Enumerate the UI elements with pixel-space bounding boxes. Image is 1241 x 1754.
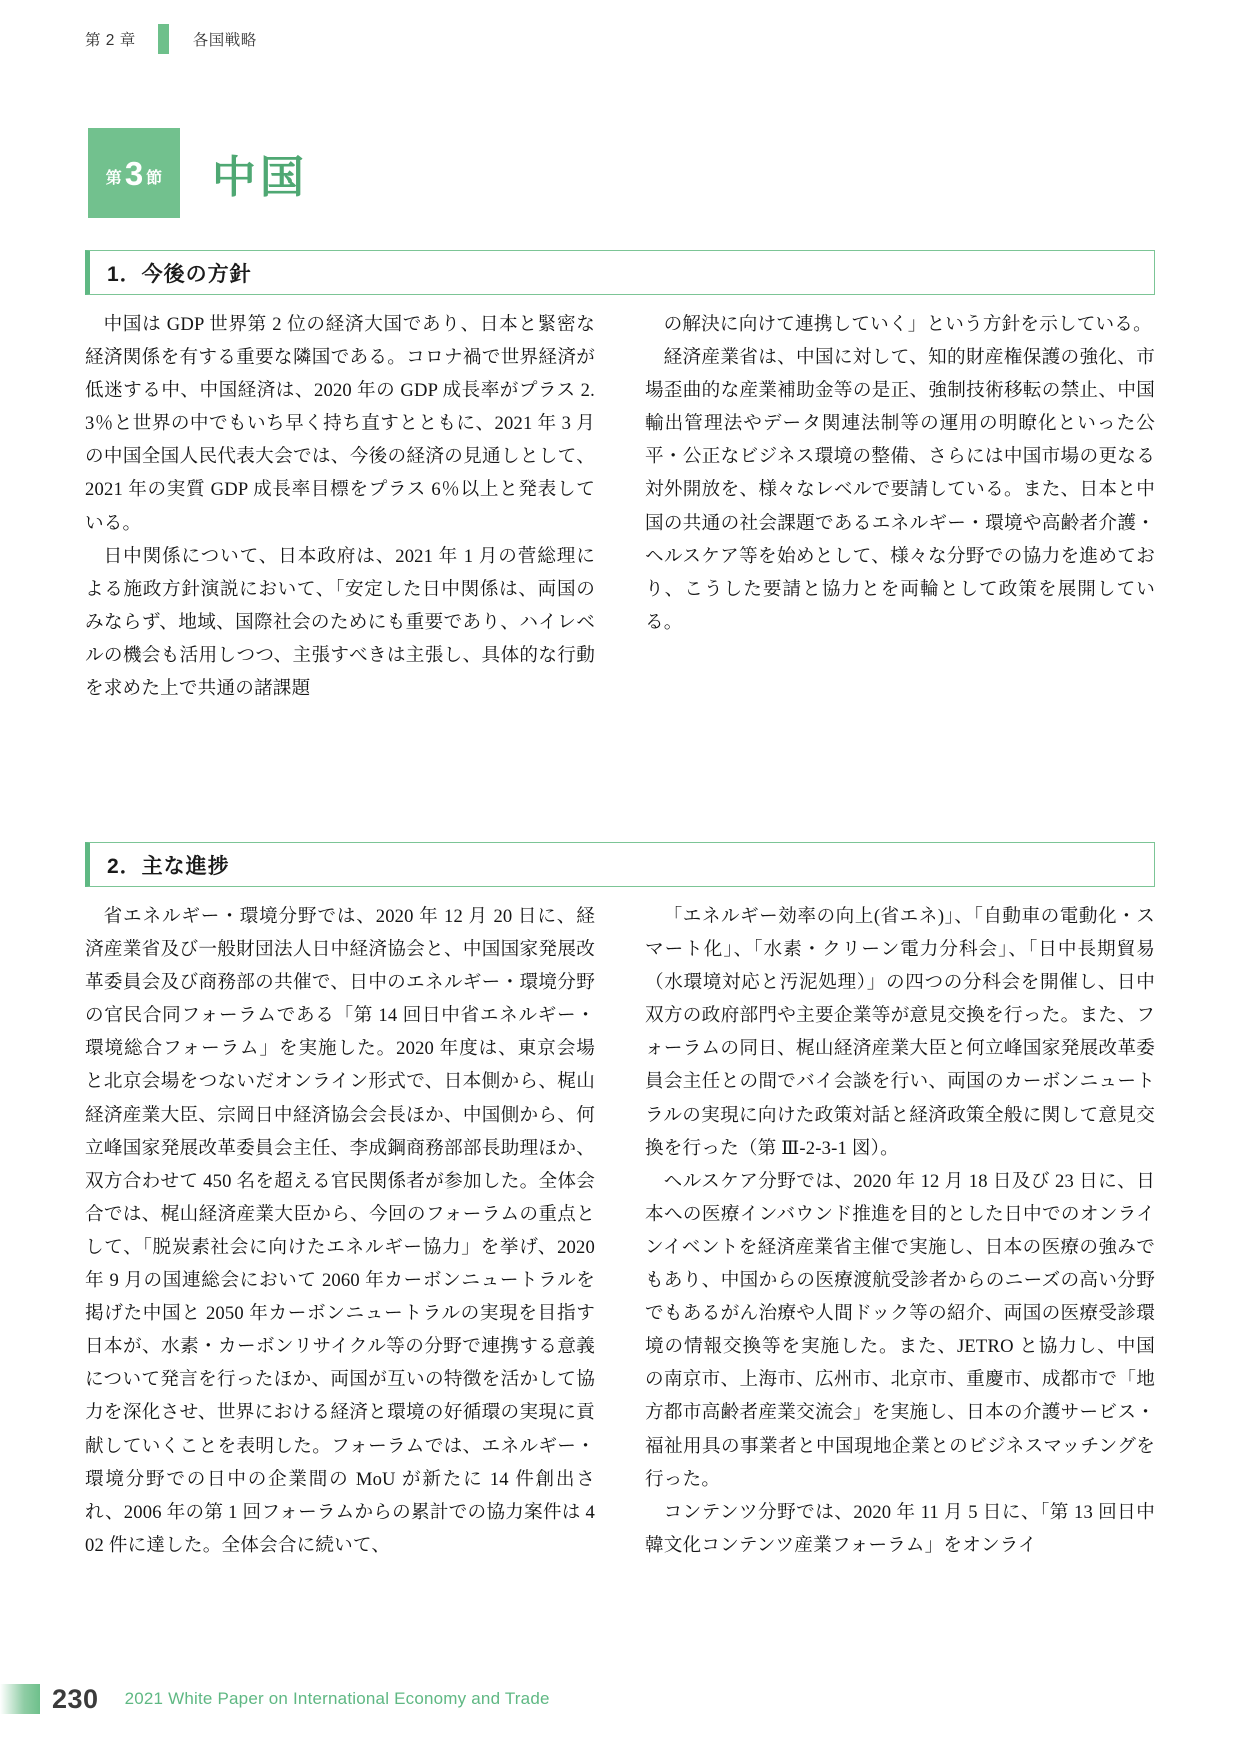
paragraph: 中国は GDP 世界第 2 位の経済大国であり、日本と緊密な経済関係を有する重要な隣国である。コロナ禍で世界経済が低迷する中、中国経済は、2020 年の GDP 成長率がプラス 2.3％と世界の中でもいち早く持ち直すとともに、2021 年 3 月の中国全国人民代表大会では、今後の経済の見通しとして、2021 年の実質 GDP 成長率目標をプラス 6％以上と発表している。 [85, 314, 595, 534]
page-number: 230 [52, 1683, 99, 1714]
subsection-2-left-column [85, 900, 595, 1562]
page-footer [0, 1676, 1241, 1722]
header-divider-rule [158, 24, 169, 54]
subsection-1-left-column [85, 308, 595, 705]
paragraph: 日中関係について、日本政府は、2021 年 1 月の菅総理による施政方針演説において、「安定した日中関係は、両国のみならず、地域、国際社会のためにも重要であり、ハイレベルの機会も活用しつつ、主張すべきは主張し、具体的な行動を求めた上で共通の諸課題 [85, 545, 595, 700]
subsection-1-right-column [645, 308, 1155, 705]
section-title: 中国 [212, 153, 308, 202]
paragraph: 「エネルギー効率の向上(省エネ)」、「自動車の電動化・スマート化」、「水素・クリーン電力分科会」、「日中長期貿易（水環境対応と汚泥処理）」の四つの分科会を開催し、日中双方の政府部門や主要企業等が意見交換を行った。また、フォーラムの同日、梶山経済産業大臣と何立峰国家発展改革委員会主任との間でバイ会談を行い、両国のカーボンニュートラルの実現に向けた政策対話と経済政策全般に関して意見交換を行った（第 Ⅲ-2-3-1 図）。 [645, 906, 1155, 1159]
subsection-1-body [85, 308, 1155, 705]
chapter-number: 第 2 章 [85, 32, 136, 49]
paragraph: ヘルスケア分野では、2020 年 12 月 18 日及び 23 日に、日本への医療インバウンド推進を目的とした日中でのオンラインイベントを経済産業省主催で実施し、日本の医療の強みでもあり、中国からの医療渡航受診者からのニーズの高い分野でもあるがん治療や人間ドック等の紹介、両国の医療受診環境の情報交換等を実施した。また、JETRO と協力し、中国の南京市、上海市、広州市、北京市、重慶市、成都市で「地方都市高齢者産業交流会」を実施し、日本の介護サービス・福祉用具の事業者と中国現地企業とのビジネスマッチングを行った。 [645, 1170, 1155, 1490]
footer-document-title: 2021 White Paper on International Economy and Trade [124, 1689, 550, 1708]
subsection-heading-1-label: 1．今後の方針 [107, 262, 252, 286]
paragraph: の解決に向けて連携していく」という方針を示している。 [663, 314, 1152, 335]
subsection-2-right-column [645, 900, 1155, 1562]
paragraph: コンテンツ分野では、2020 年 11 月 5 日に、「第 13 回日中韓文化コンテンツ産業フォーラム」をオンライ [645, 1501, 1155, 1556]
subsection-2-body [85, 900, 1155, 1562]
section-badge-number: 3 [124, 154, 144, 192]
paragraph: 省エネルギー・環境分野では、2020 年 12 月 20 日に、経済産業省及び一般財団法人日中経済協会と、中国国家発展改革委員会及び商務部の共催で、日中のエネルギー・環境分野の官民合同フォーラムである「第 14 回日中省エネルギー・環境総合フォーラム」を実施した。2020 年度は、東京会場と北京会場をつないだオンライン形式で、日本側から、梶山経済産業大臣、宗岡日中経済協会会長ほか、中国側から、何立峰国家発展改革委員会主任、李成鋼商務部部長助理ほか、双方合わせて 450 名を超える官民関係者が参加した。全体会合では、梶山経済産業大臣から、今回のフォーラムの重点として、「脱炭素社会に向けたエネルギー協力」を挙げ、2020 年 9 月の国連総会において 2060 年カーボンニュートラルを掲げた中国と 2050 年カーボンニュートラルの実現を目指す日本が、水素・カーボンリサイクル等の分野で連携する意義について発言を行ったほか、両国が互いの特徴を活かして協力を深化させ、世界における経済と環境の好循環の実現に貢献していくことを表明した。フォーラムでは、エネルギー・環境分野での日中の企業間の MoU が新たに 14 件創出され、2006 年の第 1 回フォーラムからの累計での協力案件は 402 件に達した。全体会合に続いて、 [85, 906, 595, 1556]
subsection-heading-2 [85, 842, 1155, 887]
section-banner [88, 128, 308, 218]
subsection-heading-2-label: 2．主な進捗 [107, 854, 230, 878]
section-number-badge [88, 128, 180, 218]
page-running-header [85, 24, 257, 54]
chapter-title: 各国戦略 [192, 32, 257, 49]
footer-accent-bar [0, 1684, 40, 1714]
section-badge-prefix: 第 [105, 169, 122, 187]
subsection-heading-1 [85, 250, 1155, 295]
paragraph: 経済産業省は、中国に対して、知的財産権保護の強化、市場歪曲的な産業補助金等の是正、強制技術移転の禁止、中国輸出管理法やデータ関連法制等の運用の明瞭化といった公平・公正なビジネス環境の整備、さらには中国市場の更なる対外開放を、様々なレベルで要請している。また、日本と中国の共通の社会課題であるエネルギー・環境や高齢者介護・ヘルスケア等を始めとして、様々な分野での協力を進めており、こうした要請と協力とを両輪として政策を展開している。 [645, 347, 1155, 633]
section-badge-suffix: 節 [146, 169, 163, 187]
